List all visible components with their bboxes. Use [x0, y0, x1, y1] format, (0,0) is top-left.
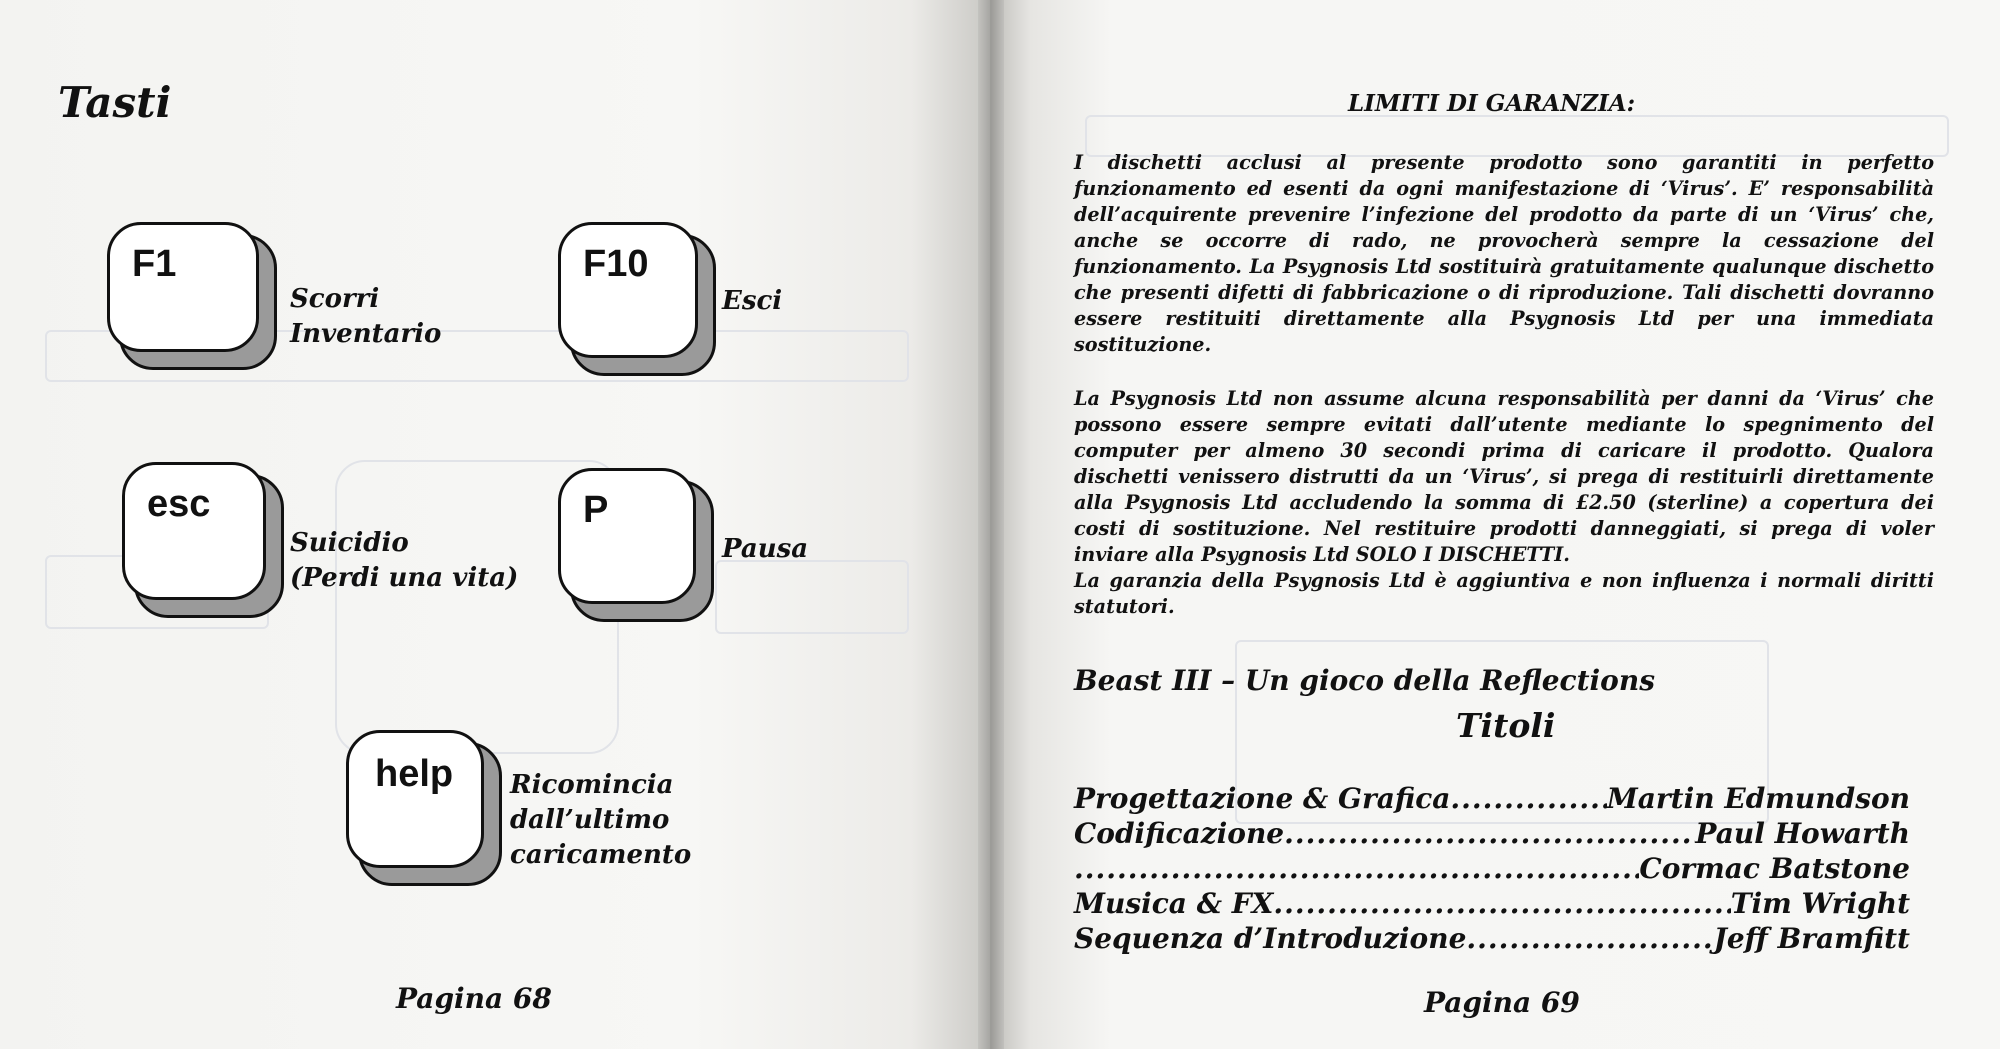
- dot-leader: [1284, 817, 1695, 850]
- credit-name: Tim Wright: [1730, 887, 1910, 920]
- key-label: P: [583, 489, 609, 531]
- key-label: F1: [132, 243, 177, 285]
- key-cap: [107, 222, 259, 352]
- bleed-through-text: [170, 95, 187, 154]
- credit-role: Musica & FX: [1074, 887, 1274, 920]
- key-help-description: [510, 768, 691, 873]
- key-cap: [346, 730, 484, 868]
- key-esc-description: [290, 526, 518, 596]
- left-page: [0, 0, 990, 1049]
- page-number: Pagina 69: [1424, 986, 1580, 1019]
- key-f1-description: [290, 282, 441, 352]
- warranty-paragraph: [1074, 150, 1934, 358]
- credit-row: [1074, 817, 1910, 852]
- key-p-description: [722, 532, 808, 567]
- description-line: Ricomincia: [510, 770, 674, 800]
- dot-leader: [1273, 887, 1730, 920]
- description-line: Pausa: [722, 534, 809, 564]
- page-title: Tasti: [58, 78, 172, 127]
- key-label: esc: [147, 483, 211, 525]
- credit-name: Cormac Batstone: [1639, 852, 1910, 885]
- description-line: Suicidio: [290, 528, 409, 558]
- description-line: caricamento: [510, 840, 692, 870]
- warranty-title: LIMITI DI GARANZIA:: [1348, 90, 1636, 117]
- key-cap: [558, 222, 698, 358]
- credit-row: [1074, 922, 1910, 957]
- credits-title: Titoli: [1456, 706, 1556, 745]
- paragraph-text: I dischetti acclusi al presente prodotto sono garantiti in perfetto funzionamento ed esenti da ogni manifestazione di ‘Virus’. E’ responsabilità dell’acquirente prevenire l’infezione del prodotto da parte di un ‘Virus’ che, anche se occorre di rado, ne provocherà sempre la cessazione del funzionamento. La Psygnosis Ltd sostituirà gratuitamente qualunque dischetto che presenti difetti di fabbricazione o di riproduzione. Tali dischetti dovranno essere restituiti direttamente alla Psygnosis Ltd per una immediata sostituzione.: [1074, 151, 1934, 356]
- credit-name: Jeff Bramfitt: [1713, 922, 1910, 955]
- credits-list: [1074, 782, 1910, 957]
- key-cap: [558, 468, 696, 604]
- book-gutter: [978, 0, 1004, 1049]
- dot-leader: [1466, 922, 1713, 955]
- key-f10-description: [722, 284, 782, 319]
- paragraph-text: La Psygnosis Ltd non assume alcuna responsabilità per danni da ‘Virus’ che possono essere sempre evitati dall’utente mediante lo spegnimento del computer per almeno 30 secondi prima di caricare il prodotto. Qualora dischetti venissero distrutti da un ‘Virus’, si prega di restituirli direttamente alla Psygnosis Ltd accludendo la somma di £2.50 (sterline) a copertura dei costi di sostituzione. Nel restituire prodotti danneggiati, si prega di voler inviare alla Psygnosis Ltd SOLO I DISCHETTI.: [1074, 387, 1934, 566]
- paragraph-text: La garanzia della Psygnosis Ltd è aggiuntiva e non influenza i normali diritti statutori.: [1074, 569, 1934, 618]
- description-line: dall’ultimo: [510, 805, 670, 835]
- description-line: (Perdi una vita): [290, 563, 519, 593]
- credit-role: Codificazione: [1074, 817, 1285, 850]
- game-credit-line: Beast III – Un gioco della Reflections: [1074, 664, 1655, 697]
- page-number: Pagina 68: [396, 982, 552, 1015]
- credit-row: [1074, 782, 1910, 817]
- key-label: help: [375, 753, 454, 795]
- credit-name: Martin Edmundson: [1606, 782, 1910, 815]
- description-line: Esci: [722, 286, 783, 316]
- warranty-paragraph: [1074, 386, 1934, 620]
- key-cap: [122, 462, 266, 600]
- credit-role: Progettazione & Grafica: [1074, 782, 1451, 815]
- credit-row: [1074, 887, 1910, 922]
- credit-role: Sequenza d’Introduzione: [1074, 922, 1467, 955]
- dot-leader: [1450, 782, 1606, 815]
- description-line: Scorri: [290, 284, 380, 314]
- credit-name: Paul Howarth: [1695, 817, 1910, 850]
- dot-leader: [1074, 852, 1639, 885]
- description-line: Inventario: [290, 319, 442, 349]
- credit-row: [1074, 852, 1910, 887]
- key-label: F10: [583, 243, 649, 285]
- bleed-through-box: [715, 560, 909, 634]
